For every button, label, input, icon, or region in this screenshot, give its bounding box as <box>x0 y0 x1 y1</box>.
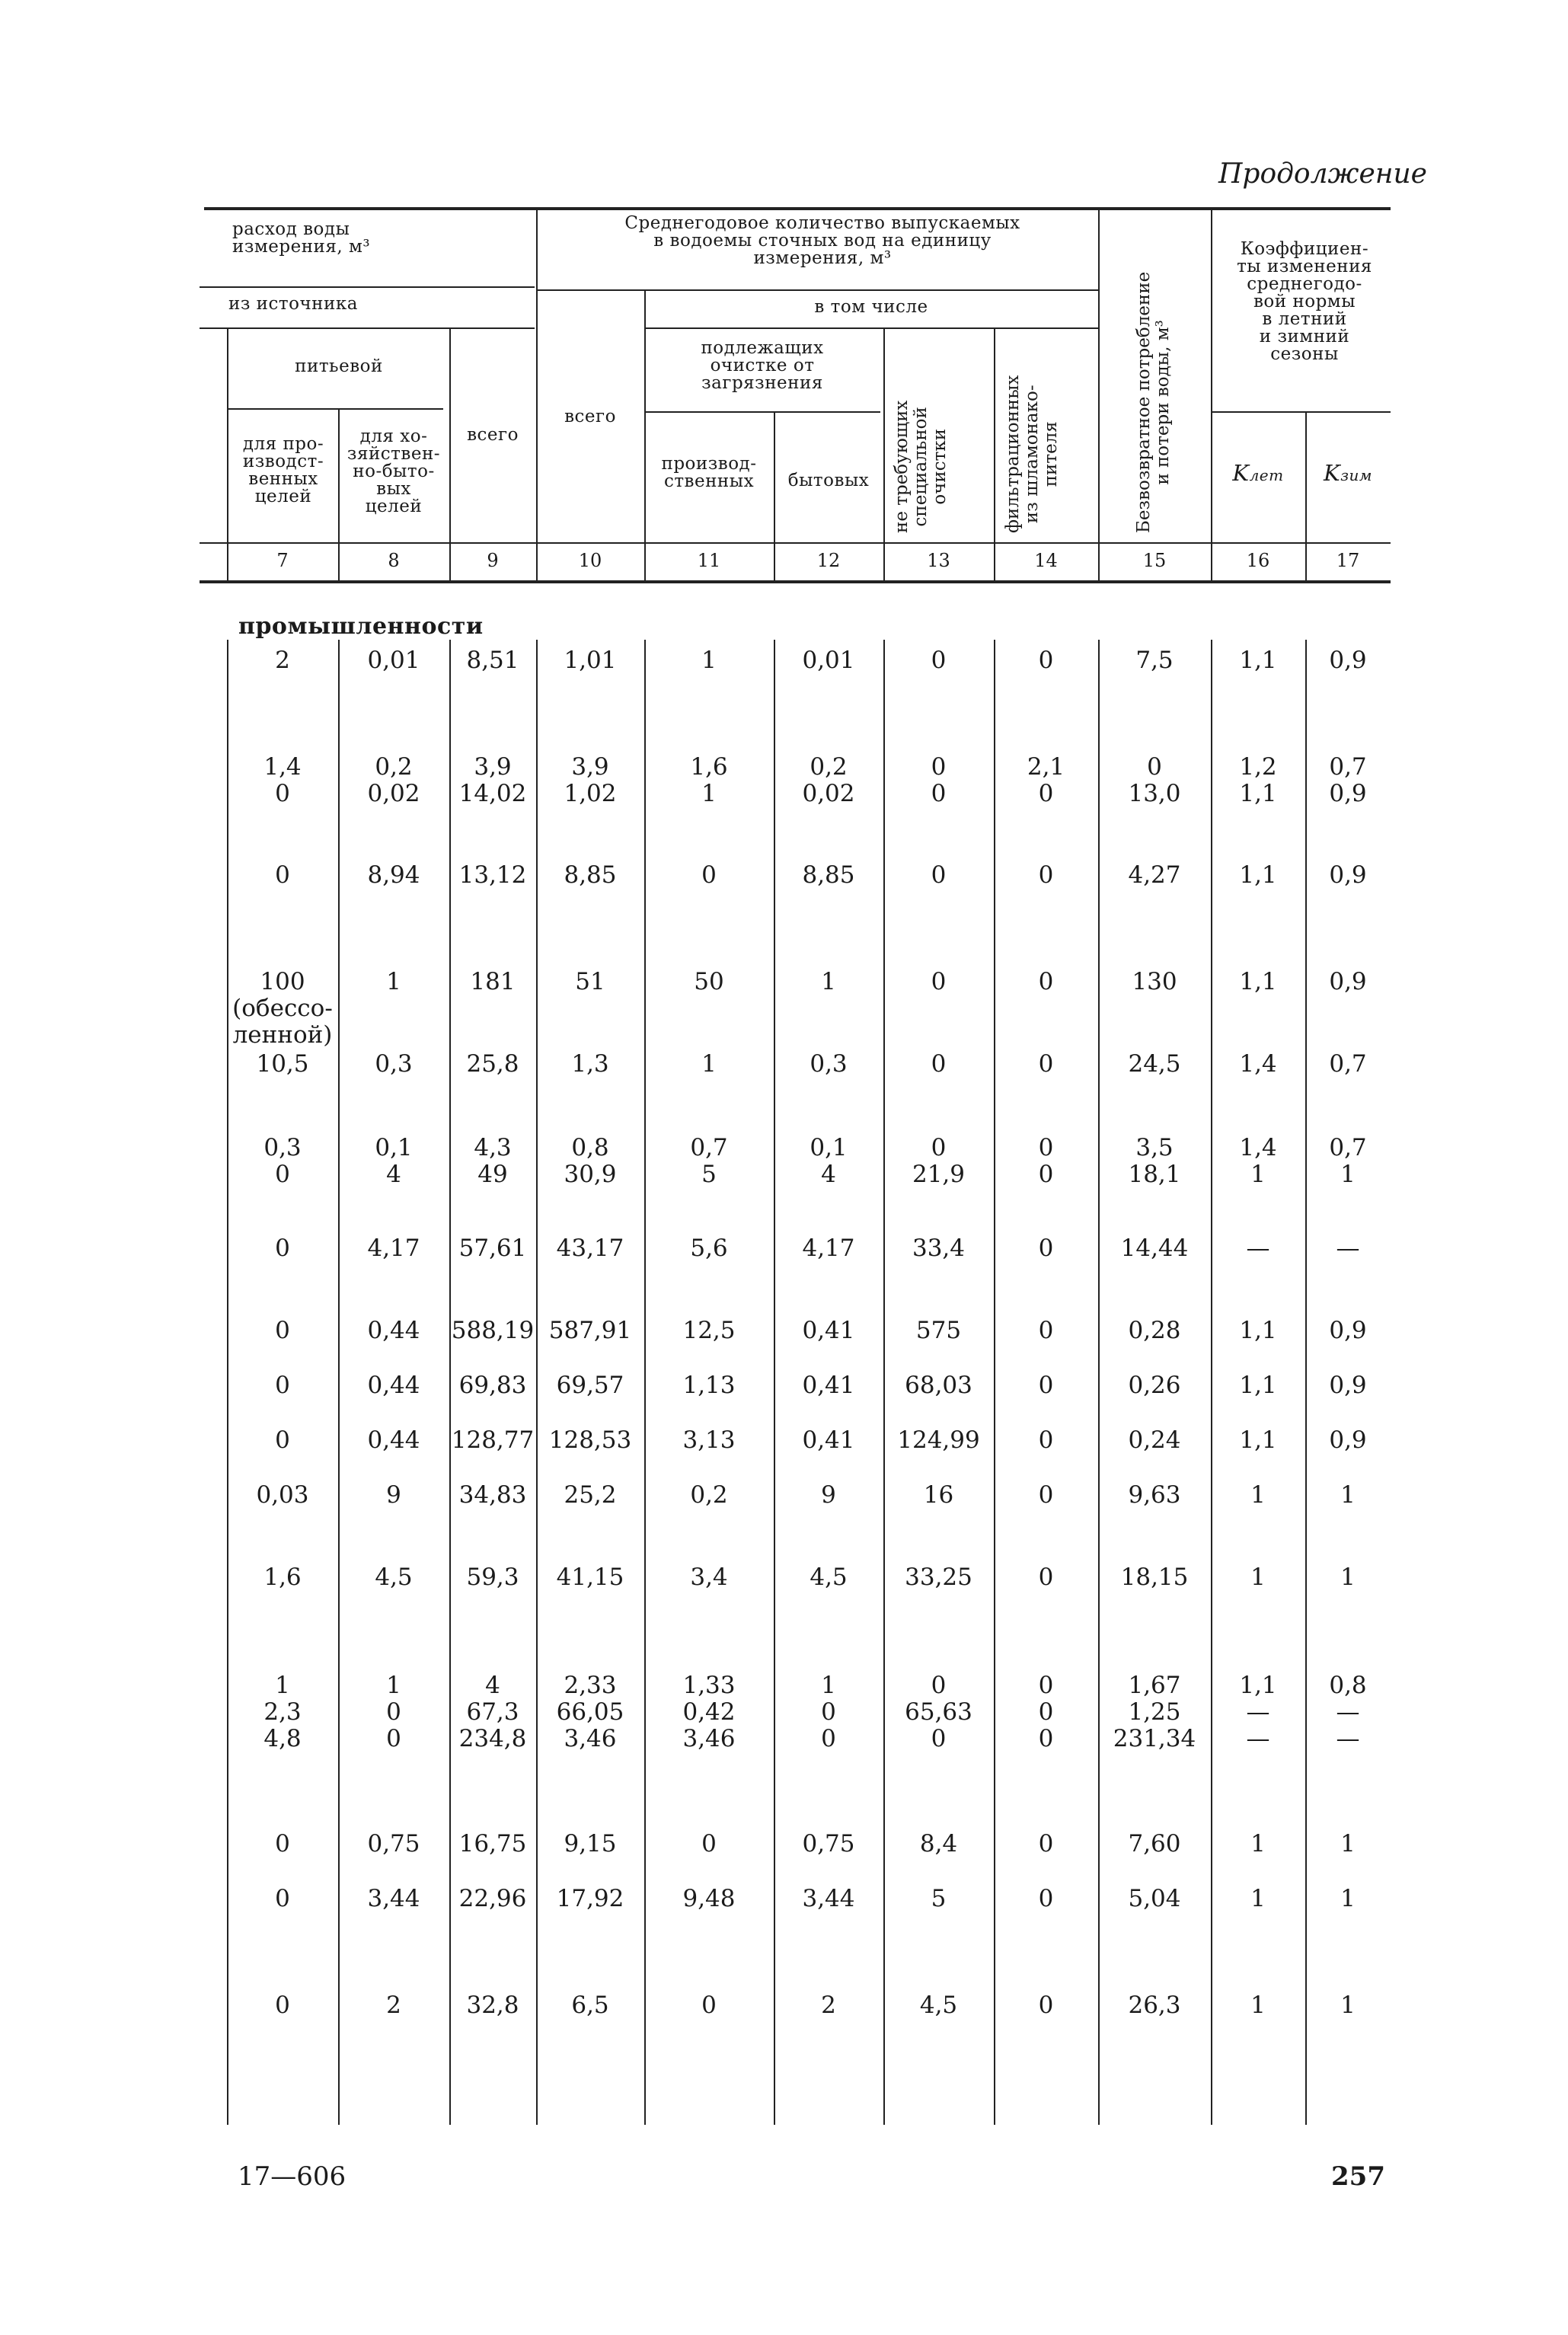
rule-drinking-top <box>200 327 535 329</box>
table-cell: 0,1 4 <box>375 1134 413 1188</box>
table-cell: 13,12 <box>458 861 527 889</box>
table-cell: 1,1 <box>1239 1426 1277 1454</box>
table-cell: 4,3 49 <box>474 1134 512 1188</box>
table-cell: 1,4 0 <box>263 753 302 807</box>
table-cell: 587,91 <box>548 1317 632 1344</box>
table-cell: 2,33 66,05 3,46 <box>556 1672 624 1752</box>
table-cell: 0,3 <box>375 1050 413 1078</box>
table-cell: 1,6 1 <box>690 753 728 807</box>
table-cell: 1 <box>1340 1481 1356 1509</box>
table-cell: 575 <box>915 1317 962 1344</box>
table-cell: 0,3 0 <box>263 1134 302 1188</box>
rule-including-top <box>536 289 1098 291</box>
header-water-consumption: расход воды измерения, м³ <box>232 219 371 257</box>
header-to-treat: подлежащих очистке от загрязнения <box>701 338 824 393</box>
table-cell: 0 <box>1038 861 1054 889</box>
table-cell: 0,01 <box>367 647 420 674</box>
column-number-7: 7 <box>276 550 289 571</box>
table-cell: 7,60 <box>1128 1830 1181 1857</box>
page-number: 257 <box>1331 2161 1385 2192</box>
table-cell: 14,44 <box>1120 1235 1189 1262</box>
table-cell: 0 0 <box>931 753 947 807</box>
table-cell: 4,27 <box>1128 861 1181 889</box>
table-cell: 0,41 <box>802 1317 855 1344</box>
table-cell: 10,5 <box>256 1050 309 1078</box>
header-drinking: питьевой <box>295 356 383 376</box>
table-cell: 0 0 <box>1038 1134 1054 1188</box>
table-cell: 16 <box>923 1481 954 1509</box>
table-cell: 2,1 0 <box>1027 753 1065 807</box>
table-cell: 0,7 <box>1329 1050 1367 1078</box>
header-household-12: бытовых <box>787 471 870 490</box>
table-cell: 1,6 <box>263 1564 302 1591</box>
table-cell: 1 <box>1250 1481 1266 1509</box>
table-cell: 0,9 <box>1329 1317 1367 1344</box>
table-cell: 0 0 0 <box>1038 1672 1054 1752</box>
table-cell: 3,44 <box>802 1885 855 1912</box>
table-cell: 0 13,0 <box>1128 753 1181 807</box>
table-cell: 18,15 <box>1120 1564 1189 1591</box>
table-cell: 0 <box>1038 1992 1054 2019</box>
rule-source-top <box>200 286 535 288</box>
table-cell: 0 <box>275 1992 290 2019</box>
column-number-17: 17 <box>1336 550 1360 571</box>
table-cell: 1 <box>1250 1885 1266 1912</box>
table-cell: 6,5 <box>571 1992 609 2019</box>
table-cell: 0 <box>931 861 947 889</box>
table-cell: 59,3 <box>466 1564 519 1591</box>
table-cell: 1,2 1,1 <box>1239 753 1277 807</box>
table-cell: 0 <box>1038 1885 1054 1912</box>
table-cell: 5,04 <box>1128 1885 1181 1912</box>
header-total-10: всего <box>564 407 616 426</box>
table-cell: 9 <box>386 1481 401 1509</box>
table-cell: 3,9 1,02 <box>564 753 617 807</box>
table-cell: 17,92 <box>556 1885 624 1912</box>
header-discharge-group: Среднегодовое количество выпускаемых в водоемы сточных вод на единицу измерения, м³ <box>624 213 1020 268</box>
rule-drinking-bottom <box>228 408 443 410</box>
table-cell: 0 <box>1038 1564 1054 1591</box>
table-cell: — <box>1246 1235 1270 1262</box>
table-cell: 0 21,9 <box>912 1134 966 1188</box>
table-cell: 25,2 <box>564 1481 617 1509</box>
table-cell: 124,99 <box>897 1426 980 1454</box>
table-cell: 41,15 <box>556 1564 624 1591</box>
table-cell: 2 <box>275 647 290 674</box>
rule-subgroup-top <box>644 327 1098 329</box>
table-cell: 1,1 <box>1239 1317 1277 1344</box>
table-cell: 0,9 <box>1329 968 1367 995</box>
column-number-13: 13 <box>927 550 950 571</box>
table-cell: 2 <box>821 1992 836 2019</box>
vline-11 <box>644 289 646 580</box>
table-cell: 0,44 <box>367 1317 420 1344</box>
table-cell: 0,2 0,02 <box>367 753 420 807</box>
table-cell: 0 <box>1038 647 1054 674</box>
table-cell: 5 <box>931 1885 947 1912</box>
table-cell: 8,51 <box>466 647 519 674</box>
column-number-16: 16 <box>1246 550 1270 571</box>
table-cell: 9 <box>821 1481 836 1509</box>
table-cell: 4 67,3 234,8 <box>458 1672 527 1752</box>
table-cell: 0,9 <box>1329 647 1367 674</box>
header-k-summer <box>1211 460 1305 486</box>
vline-13 <box>883 327 885 580</box>
k-winter-sub: зим <box>1340 466 1373 484</box>
header-filtration-14: фильтрационных из шламонако- пителя <box>1003 375 1061 533</box>
k-summer-letter: K <box>1232 460 1250 486</box>
table-cell: 4,5 <box>919 1992 958 2019</box>
table-cell: 3,44 <box>367 1885 420 1912</box>
header-irretrievable-15: Безвозвратное потребление и потери воды, м³ <box>1134 271 1173 533</box>
table-cell: 0,7 1 <box>1329 1134 1367 1188</box>
table-cell: 16,75 <box>458 1830 527 1857</box>
section-label: промышленности <box>238 613 484 640</box>
table-cell: 1,1 <box>1239 861 1277 889</box>
table-cell: 0 <box>931 1050 947 1078</box>
table-cell: 0 <box>931 647 947 674</box>
table-cell: 1 <box>1250 1564 1266 1591</box>
column-number-10: 10 <box>578 550 602 571</box>
table-cell: 4,5 <box>375 1564 413 1591</box>
column-number-11: 11 <box>697 550 721 571</box>
table-cell: 3,5 18,1 <box>1128 1134 1181 1188</box>
table-cell: 1 <box>701 1050 717 1078</box>
column-number-14: 14 <box>1034 550 1058 571</box>
header-total-9: всего <box>467 425 519 445</box>
table-cell: 0 <box>1038 1372 1054 1399</box>
table-cell: 1 <box>1340 1830 1356 1857</box>
table-cell: 1 <box>1250 1830 1266 1857</box>
table-cell: 0 <box>1038 968 1054 995</box>
table-cell: 0,9 <box>1329 1426 1367 1454</box>
table-cell: 1,01 <box>564 647 617 674</box>
table-cell: 33,25 <box>905 1564 972 1591</box>
column-number-15: 15 <box>1142 550 1167 571</box>
k-summer-sub: лет <box>1249 466 1284 484</box>
table-cell: 0 <box>275 1235 290 1262</box>
table-cell: 1,13 <box>682 1372 736 1399</box>
table-cell: 128,77 <box>451 1426 535 1454</box>
column-number-12: 12 <box>816 550 841 571</box>
header-including: в том числе <box>814 297 928 317</box>
table-cell: 69,83 <box>458 1372 527 1399</box>
table-cell: 51 <box>575 968 605 995</box>
table-cell: 1 <box>1340 1564 1356 1591</box>
continuation-label: Продолжение <box>1218 158 1427 190</box>
table-cell: 33,4 <box>912 1235 966 1262</box>
table-cell: 0,28 <box>1128 1317 1181 1344</box>
table-cell: 0 <box>1038 1830 1054 1857</box>
header-for-industrial: для про- изводст- венных целей <box>242 434 324 506</box>
vline-14 <box>994 327 995 580</box>
table-cell: 1,1 — — <box>1239 1672 1277 1752</box>
footer-code: 17—606 <box>238 2161 346 2192</box>
table-cell: 0 <box>1038 1481 1054 1509</box>
table-cell: 0,44 <box>367 1372 420 1399</box>
table-cell: 0,1 4 <box>810 1134 848 1188</box>
table-cell: 130 <box>1132 968 1177 995</box>
table-cell: 0 <box>701 861 717 889</box>
column-number-8: 8 <box>388 550 400 571</box>
table-cell: 1,67 1,25 231,34 <box>1113 1672 1196 1752</box>
header-coeff-group: Коэффициен- ты изменения среднегодо- вой нормы в летний и зимний сезоны <box>1237 239 1372 364</box>
table-cell: 0 <box>1038 1317 1054 1344</box>
table-cell: 43,17 <box>556 1235 624 1262</box>
table-cell: 1 0 0 <box>821 1672 836 1752</box>
table-cell: 3,9 14,02 <box>458 753 527 807</box>
table-cell: 0 <box>275 1317 290 1344</box>
header-for-household: для хо- зяйствен- но-быто- вых целей <box>346 426 441 516</box>
rule-top <box>204 207 1391 210</box>
table-cell: 588,19 <box>451 1317 535 1344</box>
table-cell: 0 <box>275 1426 290 1454</box>
table-cell: 0,03 <box>256 1481 309 1509</box>
table-cell: 0,41 <box>802 1372 855 1399</box>
table-cell: 0,2 0,02 <box>802 753 855 807</box>
table-cell: 9,48 <box>682 1885 736 1912</box>
table-cell: 128,53 <box>548 1426 632 1454</box>
table-cell: 1 <box>386 968 401 995</box>
table-cell: 8,85 <box>564 861 617 889</box>
table-cell: 0,41 <box>802 1426 855 1454</box>
k-winter-letter: K <box>1323 460 1341 486</box>
table-cell: 2 <box>386 1992 401 2019</box>
table-cell: 8,94 <box>367 861 420 889</box>
rule-coeff-bottom <box>1211 411 1391 413</box>
table-cell: 4,5 <box>810 1564 848 1591</box>
table-cell: 1 <box>1340 1992 1356 2019</box>
column-number-9: 9 <box>487 550 499 571</box>
vline-15 <box>1098 207 1100 580</box>
vline-9 <box>449 327 451 580</box>
table-cell: 34,83 <box>458 1481 527 1509</box>
table-cell: 1 2,3 4,8 <box>263 1672 302 1752</box>
table-cell: 0 <box>1038 1235 1054 1262</box>
header-no-treatment-13: не требующих специальной очистки <box>892 400 950 533</box>
table-cell: 0 65,63 0 <box>905 1672 972 1752</box>
table-cell: 0 <box>275 1372 290 1399</box>
table-cell: 0,7 5 <box>690 1134 728 1188</box>
table-cell: 9,15 <box>564 1830 617 1857</box>
table-cell: 1 <box>821 968 836 995</box>
table-cell: 1 <box>701 647 717 674</box>
table-cell: 100 (обессо- ленной) <box>232 968 333 1049</box>
table-cell: 0,8 30,9 <box>564 1134 617 1188</box>
table-cell: 0,8 — — <box>1329 1672 1367 1752</box>
table-cell: 9,63 <box>1128 1481 1181 1509</box>
rule-treat-bottom <box>644 411 880 413</box>
table-cell: 5,6 <box>690 1235 728 1262</box>
table-cell: 26,3 <box>1128 1992 1181 2019</box>
table-cell: 0 <box>701 1830 717 1857</box>
table-cell: 24,5 <box>1128 1050 1181 1078</box>
table-cell: 0 <box>1038 1426 1054 1454</box>
table-cell: 1,3 <box>571 1050 609 1078</box>
header-industrial-11: производ- ственных <box>661 454 757 491</box>
table-cell: — <box>1336 1235 1360 1262</box>
table-cell: 0 <box>275 1885 290 1912</box>
table-cell: 3,13 <box>682 1426 736 1454</box>
table-cell: 0,75 <box>367 1830 420 1857</box>
table-cell: 8,85 <box>802 861 855 889</box>
table-cell: 0 <box>275 861 290 889</box>
table-cell: 1,1 <box>1239 968 1277 995</box>
table-cell: 1,4 <box>1239 1050 1277 1078</box>
table-cell: 57,61 <box>458 1235 527 1262</box>
table-cell: 69,57 <box>556 1372 624 1399</box>
table-cell: 12,5 <box>682 1317 736 1344</box>
table-cell: 0,7 0,9 <box>1329 753 1367 807</box>
table-cell: 0,9 <box>1329 1372 1367 1399</box>
table-cell: 181 <box>470 968 516 995</box>
header-source: из источника <box>228 294 358 314</box>
vline-16 <box>1211 207 1212 580</box>
table-cell: 4,17 <box>367 1235 420 1262</box>
table-cell: 0,75 <box>802 1830 855 1857</box>
table-cell: 1 <box>1340 1885 1356 1912</box>
table-cell: 0,9 <box>1329 861 1367 889</box>
table-cell: 8,4 <box>919 1830 958 1857</box>
table-cell: 0,2 <box>690 1481 728 1509</box>
table-cell: 7,5 <box>1135 647 1174 674</box>
table-cell: 50 <box>694 968 724 995</box>
table-cell: 32,8 <box>466 1992 519 2019</box>
table-cell: 1,33 0,42 3,46 <box>682 1672 736 1752</box>
table-cell: 0 <box>275 1830 290 1857</box>
table-cell: 25,8 <box>466 1050 519 1078</box>
table-cell: 0 <box>931 968 947 995</box>
table-cell: 0 <box>701 1992 717 2019</box>
table-cell: 1 0 0 <box>386 1672 401 1752</box>
table-cell: 68,03 <box>905 1372 972 1399</box>
table-cell: 0 <box>1038 1050 1054 1078</box>
table-cell: 1,1 <box>1239 1372 1277 1399</box>
table-cell: 1 <box>1250 1992 1266 2019</box>
table-cell: 0,26 <box>1128 1372 1181 1399</box>
table-cell: 0,01 <box>802 647 855 674</box>
table-cell: 0,24 <box>1128 1426 1181 1454</box>
table-cell: 3,4 <box>690 1564 728 1591</box>
table-cell: 0,44 <box>367 1426 420 1454</box>
table-cell: 1,4 1 <box>1239 1134 1277 1188</box>
table-cell: 4,17 <box>802 1235 855 1262</box>
rule-colnum-bottom <box>200 580 1391 583</box>
table-cell: 22,96 <box>458 1885 527 1912</box>
table-cell: 1,1 <box>1239 647 1277 674</box>
table-cell: 0,3 <box>810 1050 848 1078</box>
header-k-winter <box>1305 460 1391 486</box>
vline-10 <box>536 207 538 580</box>
